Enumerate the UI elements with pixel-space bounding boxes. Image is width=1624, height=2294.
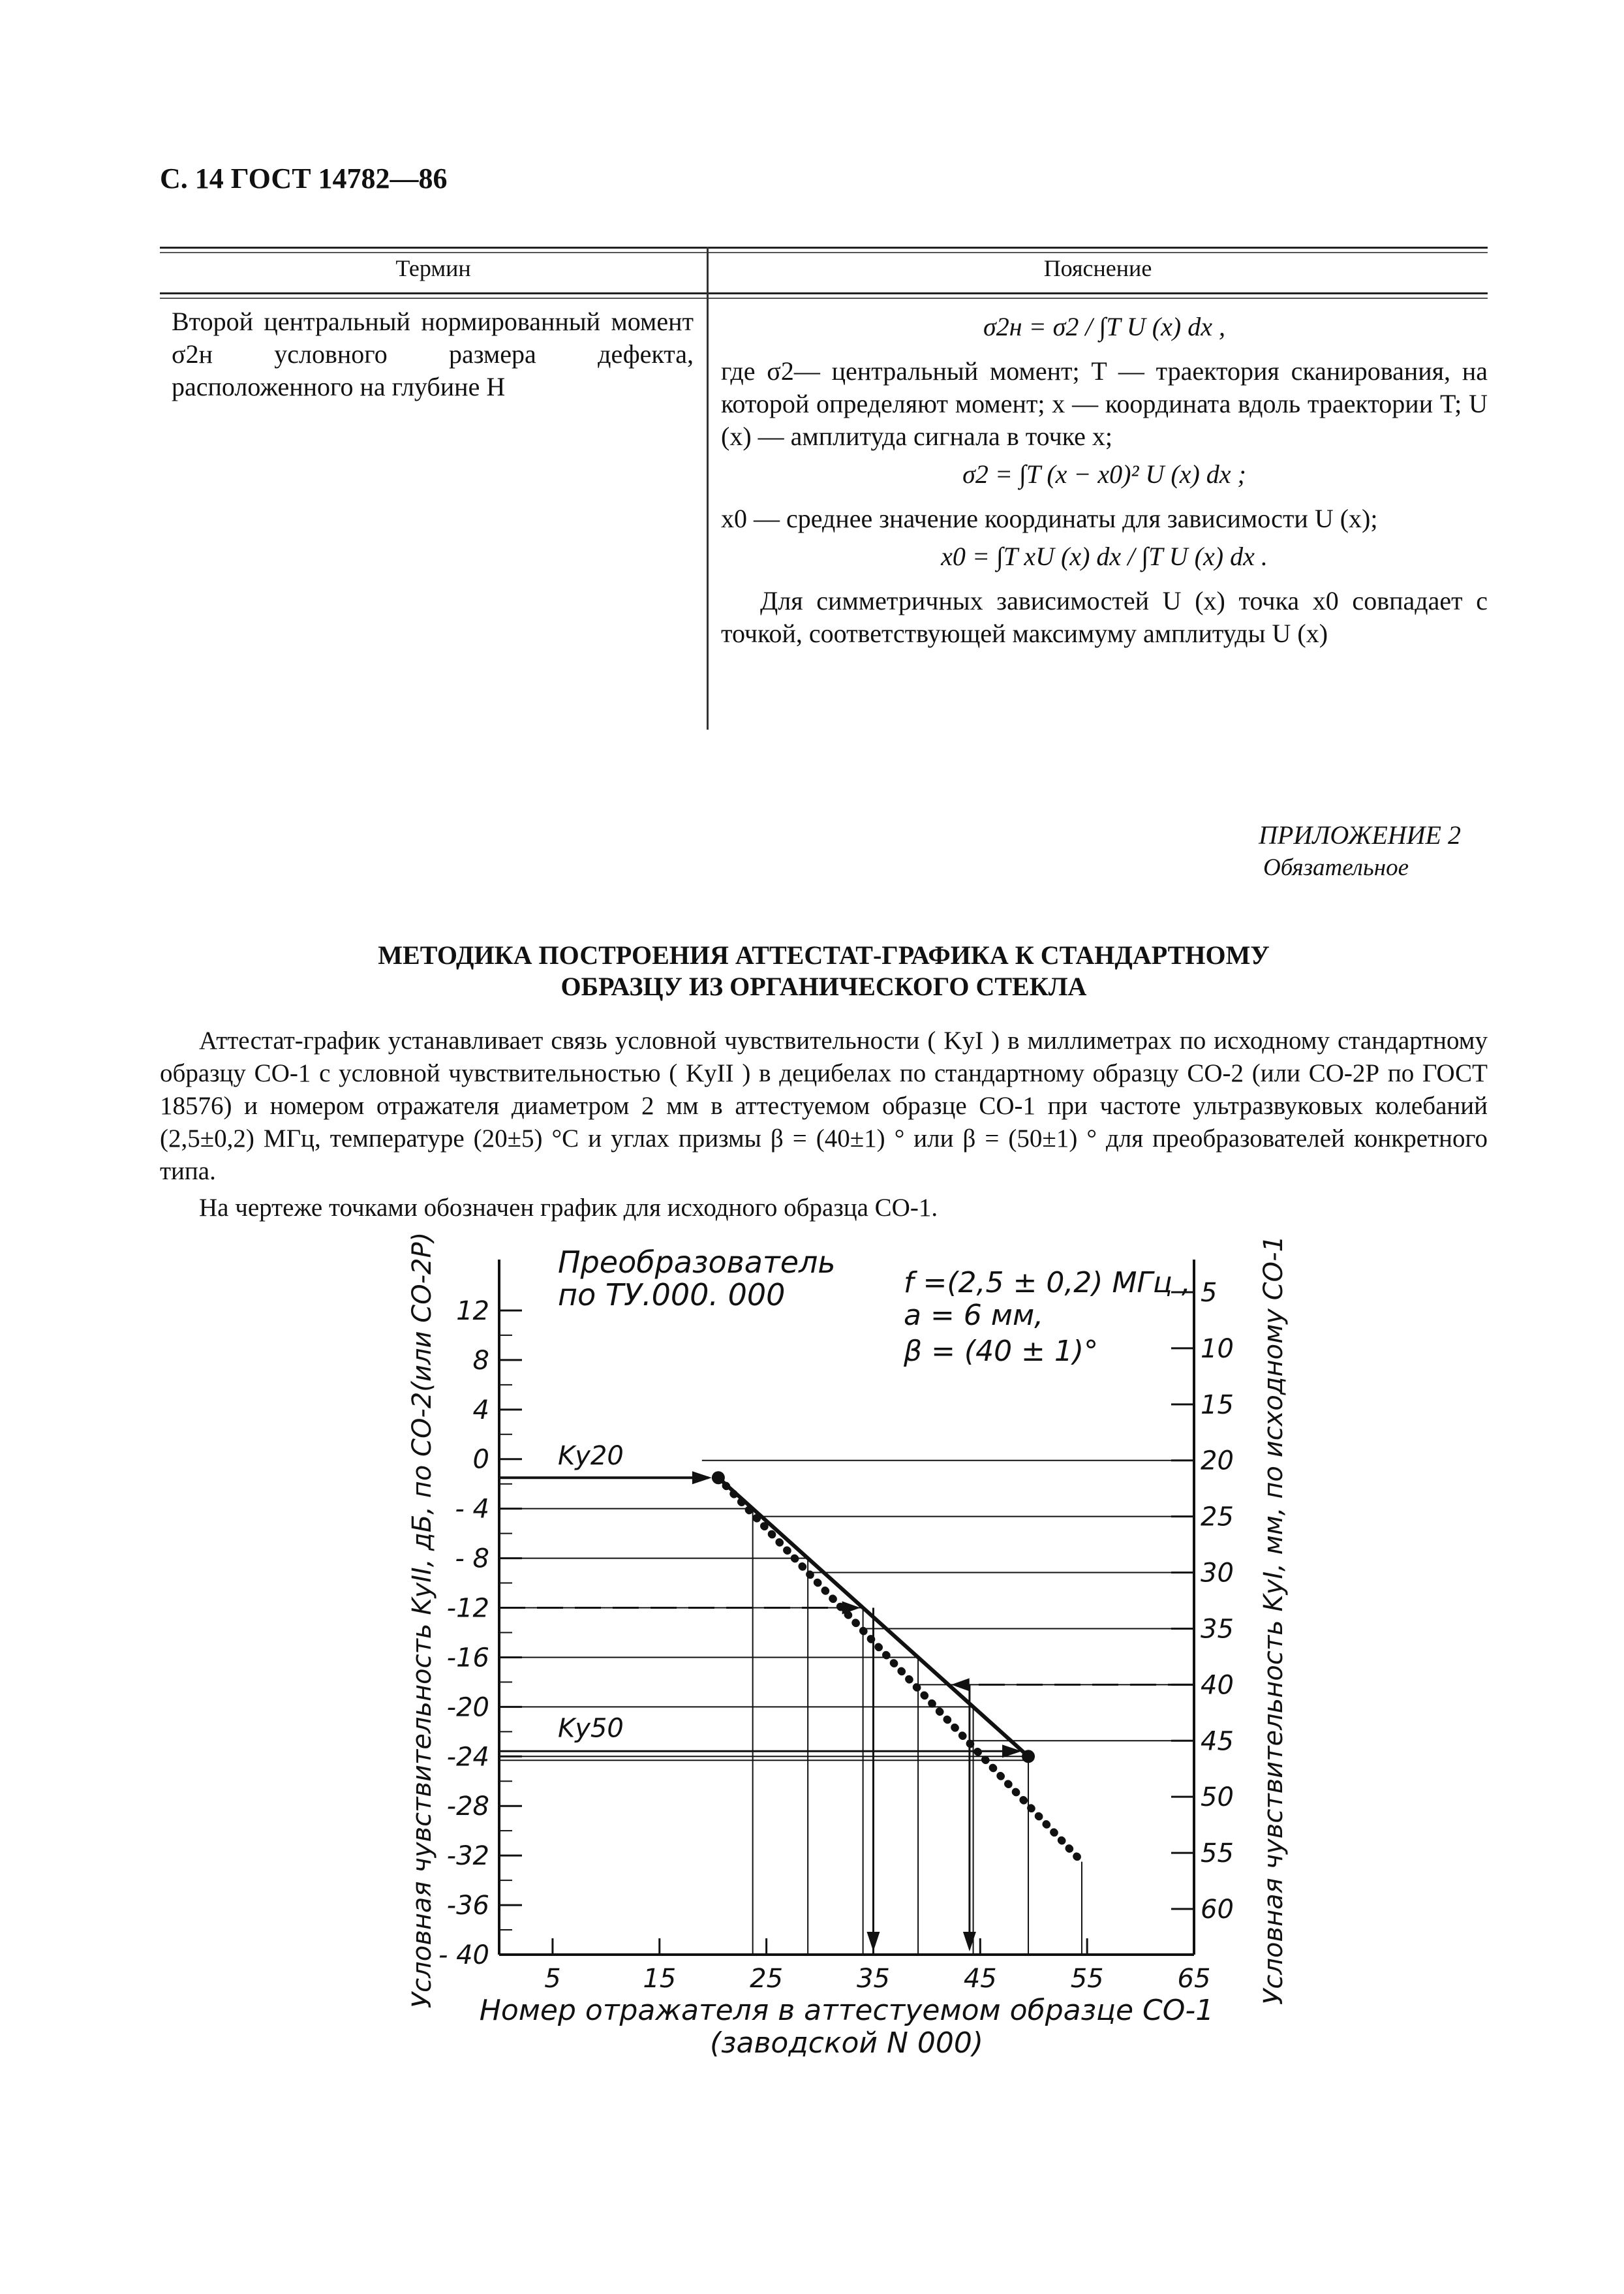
y-axis-right-title: Условная чувствительность KуI, мм, по исходному СО-1 — [1259, 1235, 1289, 2005]
down-arrow-head — [963, 1932, 976, 1951]
x-tick-label: 45 — [963, 1964, 997, 1994]
y-axis-left-title: Условная чувствительность KуII, дБ, по СО-2(или СО-2Р) — [407, 1233, 437, 2009]
explanation-text-2: x0 — среднее значение координаты для зависимости U (x); — [721, 504, 1378, 533]
paragraph-2: На чертеже точками обозначен график для исходного образца СО-1. — [199, 1194, 938, 1222]
chart-svg — [391, 1233, 1305, 2095]
x-tick-label: 65 — [1177, 1964, 1211, 1994]
term-table — [160, 247, 1488, 730]
y-right-tick-label: 10 — [1201, 1333, 1234, 1364]
y-right-tick-label: 20 — [1201, 1446, 1234, 1476]
paragraph-1: Аттестат-график устанавливает связь условной чувствительности ( KуI ) в миллиметрах по исходному стандартному образцу СО-1 с условной чувствительностью ( KуII ) в децибелах по стандартному образцу СО-2 (или СО-2Р по ГОСТ 18576) и номером отражателя диаметром 2 мм в аттестуемом образце СО-1 при частоте ультразвуковых колебаний (2,5±0,2) МГц, температуре (20±5) °C и углах призмы β = (40±1) ° или β = (50±1) ° для преобразователей конкретного типа. — [160, 1027, 1488, 1185]
annotation-spec: по ТУ.000. 000 — [558, 1277, 786, 1312]
annotation-a: a = 6 мм, — [904, 1299, 1044, 1332]
annotation-beta: β = (40 ± 1)° — [904, 1335, 1099, 1368]
y-right-tick-label: 5 — [1201, 1278, 1218, 1308]
y-right-tick-label: 45 — [1201, 1726, 1234, 1757]
series-solid-end-point — [1022, 1750, 1035, 1763]
x-tick-label: 55 — [1070, 1964, 1104, 1994]
y-left-tick-label: -24 — [446, 1742, 489, 1773]
appendix-label — [1259, 819, 1461, 884]
section-body — [160, 1025, 1488, 1228]
column-header-explanation: Пояснение — [1043, 255, 1152, 281]
y-left-tick-label: 12 — [456, 1295, 489, 1326]
ky20-label: Kу20 — [558, 1441, 624, 1472]
attestation-chart — [391, 1233, 1305, 2098]
y-left-tick-label: 4 — [472, 1395, 489, 1425]
formula-x0: x0 = ∫T xU (x) dx / ∫T U (x) dx . — [941, 542, 1268, 571]
y-left-tick-label: -16 — [446, 1643, 489, 1673]
annotation-transducer: Преобразователь — [558, 1245, 836, 1280]
explanation-text-1: где σ2— центральный момент; T — траектория сканирования, на которой определяют момент; x — координата вдоль траектории T; U (x) — амплитуда сигнала в точке x; — [721, 356, 1488, 451]
y-left-tick-label: - 8 — [455, 1543, 489, 1574]
y-right-tick-label: 30 — [1201, 1558, 1234, 1589]
y-left-tick-label: -36 — [446, 1891, 489, 1921]
y-left-tick-label: -28 — [446, 1791, 489, 1822]
ky20-arrow-head — [692, 1471, 712, 1484]
explanation-cell — [721, 305, 1488, 650]
ky50-label: Kу50 — [558, 1713, 624, 1744]
x-tick-label: 25 — [750, 1964, 784, 1994]
explanation-text-3: Для симметричных зависимостей U (x) точка x0 совпадает с точкой, соответствующей максимуму амплитуды U (x) — [721, 586, 1488, 648]
formula-sigma2n: σ2н = σ2 / ∫T U (x) dx , — [983, 312, 1225, 341]
x-tick-label: 5 — [544, 1964, 561, 1994]
column-header-term: Термин — [395, 255, 471, 281]
y-left-tick-label: -20 — [446, 1692, 489, 1723]
y-left-tick-label: - 4 — [455, 1494, 489, 1525]
y-left-tick-label: - 40 — [438, 1940, 489, 1970]
section-title-line-2: ОБРАЗЦУ ИЗ ОРГАНИЧЕСКОГО СТЕКЛА — [560, 972, 1087, 1001]
y-right-tick-label: 35 — [1201, 1614, 1234, 1645]
down-arrow-head — [866, 1932, 880, 1951]
appendix-status: Обязательное — [1263, 854, 1409, 881]
term-text: Второй центральный нормированный момент σ2н условного размера дефекта, расположенного на глубине H — [172, 307, 694, 401]
y-right-tick-label: 25 — [1201, 1502, 1234, 1532]
y-right-tick-label: 50 — [1201, 1782, 1234, 1813]
section-title — [160, 940, 1488, 1002]
series-dotted-line — [718, 1478, 1082, 1861]
x-tick-label: 35 — [857, 1964, 890, 1994]
x-tick-label: 15 — [643, 1964, 677, 1994]
page-header: С. 14 ГОСТ 14782—86 — [160, 163, 448, 194]
y-right-tick-label: 60 — [1201, 1895, 1234, 1925]
y-left-tick-label: -12 — [446, 1593, 489, 1624]
y-right-tick-label: 40 — [1201, 1670, 1234, 1701]
formula-sigma2: σ2 = ∫T (x − x0)² U (x) dx ; — [962, 459, 1246, 489]
section-title-line-1: МЕТОДИКА ПОСТРОЕНИЯ АТТЕСТАТ-ГРАФИКА К СТАНДАРТНОМУ — [378, 940, 1270, 970]
y-left-tick-label: 8 — [472, 1345, 489, 1376]
appendix-number: ПРИЛОЖЕНИЕ 2 — [1259, 820, 1461, 850]
annotation-frequency: f =(2,5 ± 0,2) МГц , — [904, 1266, 1191, 1299]
y-right-tick-label: 15 — [1201, 1389, 1234, 1420]
x-axis-title: Номер отражателя в аттестуемом образце СО-1 — [479, 1994, 1214, 2027]
y-left-tick-label: 0 — [472, 1444, 489, 1475]
y-right-tick-label: 55 — [1201, 1838, 1234, 1869]
x-axis-title-line-2: (заводской N 000) — [709, 2026, 984, 2060]
y-left-tick-label: -32 — [446, 1841, 489, 1872]
